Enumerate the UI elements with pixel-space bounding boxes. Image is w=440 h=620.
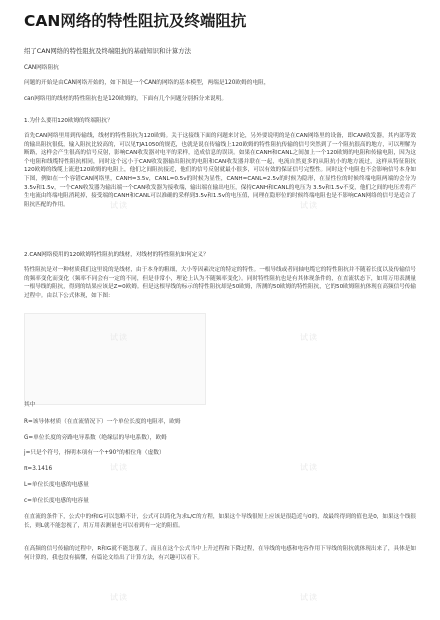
paragraph-4: 在高频的信号传输的过程中，R和G就不能忽视了，而且在这个公式当中上升过程和下降过程，在导线的电感和电容作用下导线的阻抗就体现出来了，具体是如何计算的，我也没有搞懂，有篇论文给出了计算方法，有兴趣可以看下。 [24, 546, 416, 561]
document-title: CAN网络的特性阻抗及终端阻抗 [24, 12, 247, 30]
question-2: 2.CAN网络使用的120欧姆特性阻抗的线材，对线材的特性阻抗如何定义？ [24, 252, 209, 258]
watermark: 试读 [300, 201, 318, 210]
paragraph-1: 首先CAN网络里用到传输线，线材的特性阻抗为120欧姆。关于这接线下面的问题来讨论，另外要说明的是在CAN网络里的设备，即CAN收发器，其内部等效的输出阻抗很低，输入阻抗比较高的，可以见TJA1050的规范，也就是说在传输线上120欧姆的特性阻抗传输的信号突然到了一个阻抗很高的地方，可以理解为断路，这样会产生很高的信号反射，影响CAN收发器对电平的采样，造成信息的误读。如果在CANH和CANL之间加上一个120欧姆的电阻和传输电阻，因为这个电阻和线缆特性阻抗相同，同时这个远小于CAN收发器输出阻抗的电阻和CAN收发器并联在一起，电流自然更多的从阻抗小的地方流过，这样从特征阻抗120欧姆的线缆上流进120欧姆的电阻上，他们之间阻抗接近，他们的信号反射就最小很多，可以有效的保证信号完整性。同时这个电阻也不会影响信号本身如下图，例如在一个容错CAN网络里，CANH=3.5v，CANL=0.5v的时候为显性，CANH=CANL=2.5v的时候为隐形，在显性位的时候终端电阻两端的会分为3.5v和1.5v，一个CAN收发器为输出端一个CAN收发器为接收端，输出端在输出电压，保持CANH和CANL的电压为 3.5v和1.5v不变，他们之间的电压差将产生电流由终端电阻消耗掉，接受端的CANH和CANL可以准确的采样到3.5v和1.5v的电压值，同理在隐形位的时候终端电阻也是不影响CAN网络的信号是适合了阻抗匹配的作用。 [24, 133, 416, 208]
definition-pi: π=3.1416 [24, 466, 53, 472]
definition-j: j=只是个符号，指明本项有一个+90°的相位角（虚数） [24, 450, 165, 456]
document-subtitle: 绍了CAN网络的特性阻抗及终端阻抗的基础知识和计算方法 [24, 47, 191, 55]
section-heading: CAN网络阻抗 [24, 65, 59, 71]
definition-c: c=单位长度电感的电容量 [24, 498, 89, 504]
paragraph-3: 在直流的条件下，公式中的f和G可以忽略不计，公式可以简化为求L/C的方程，如果这个导线很短上应该是很趋近与0的，故最终得到的值也是0，如果这个线很长，则L就不能忽视了，用万用表测量也可以看到有一定的阻值。 [24, 514, 416, 529]
watermark: 试读 [110, 201, 128, 210]
watermark: 试读 [300, 333, 318, 342]
where-label: 其中 [24, 402, 36, 408]
watermark: 试读 [110, 463, 128, 472]
watermark: 试读 [300, 593, 318, 602]
watermark: 试读 [110, 593, 128, 602]
watermark: 试读 [300, 463, 318, 472]
definition-g: G=单位长度的旁路电导系数（绝缘层的导电系数），欧姆 [24, 435, 167, 441]
intro-line-1: 问题的开始是由CAN网络开始的，如下图是一个CAN的网络的基本模型，两端是120欧姆的电阻， [24, 80, 270, 86]
definition-r: R=该导体材质（在直流情况下）一个单位长度的电阻率，欧姆 [24, 419, 181, 425]
definition-l: L=单位长度电感的电感量 [24, 482, 89, 488]
paragraph-2: 特性阻抗是对一种材质我们这里说的是线材，由于本身的粗细，大小等因素决定的特定的特性。一根导线或者同轴电缆它的特性阻抗并不随着长度以及传输信号的频率变化而变化（频率不同会有一定的不同，但是非常小，理论上认为不随频率变化）。同时特性阻抗也是有其体现条件的，在直流状态下，如用万用表测量一根导线的阻抗，得到的结果应该是Z=0欧姆。但是这根导线的标示的特性阻抗却是50欧姆，所测的50欧姆的特性阻抗，它的50欧姆阻抗体现在高频信号传输过程中。由以下公式体现，如下图： [24, 267, 416, 299]
formula-image-placeholder [24, 313, 206, 405]
question-1: 1.为什么要用120欧姆的终端阻抗？ [24, 118, 113, 124]
watermark: 试读 [110, 333, 128, 342]
intro-line-2: can网络用的线材的特性阻抗也是120欧姆的，下面有几个问题分别拆分来说明。 [24, 96, 228, 102]
